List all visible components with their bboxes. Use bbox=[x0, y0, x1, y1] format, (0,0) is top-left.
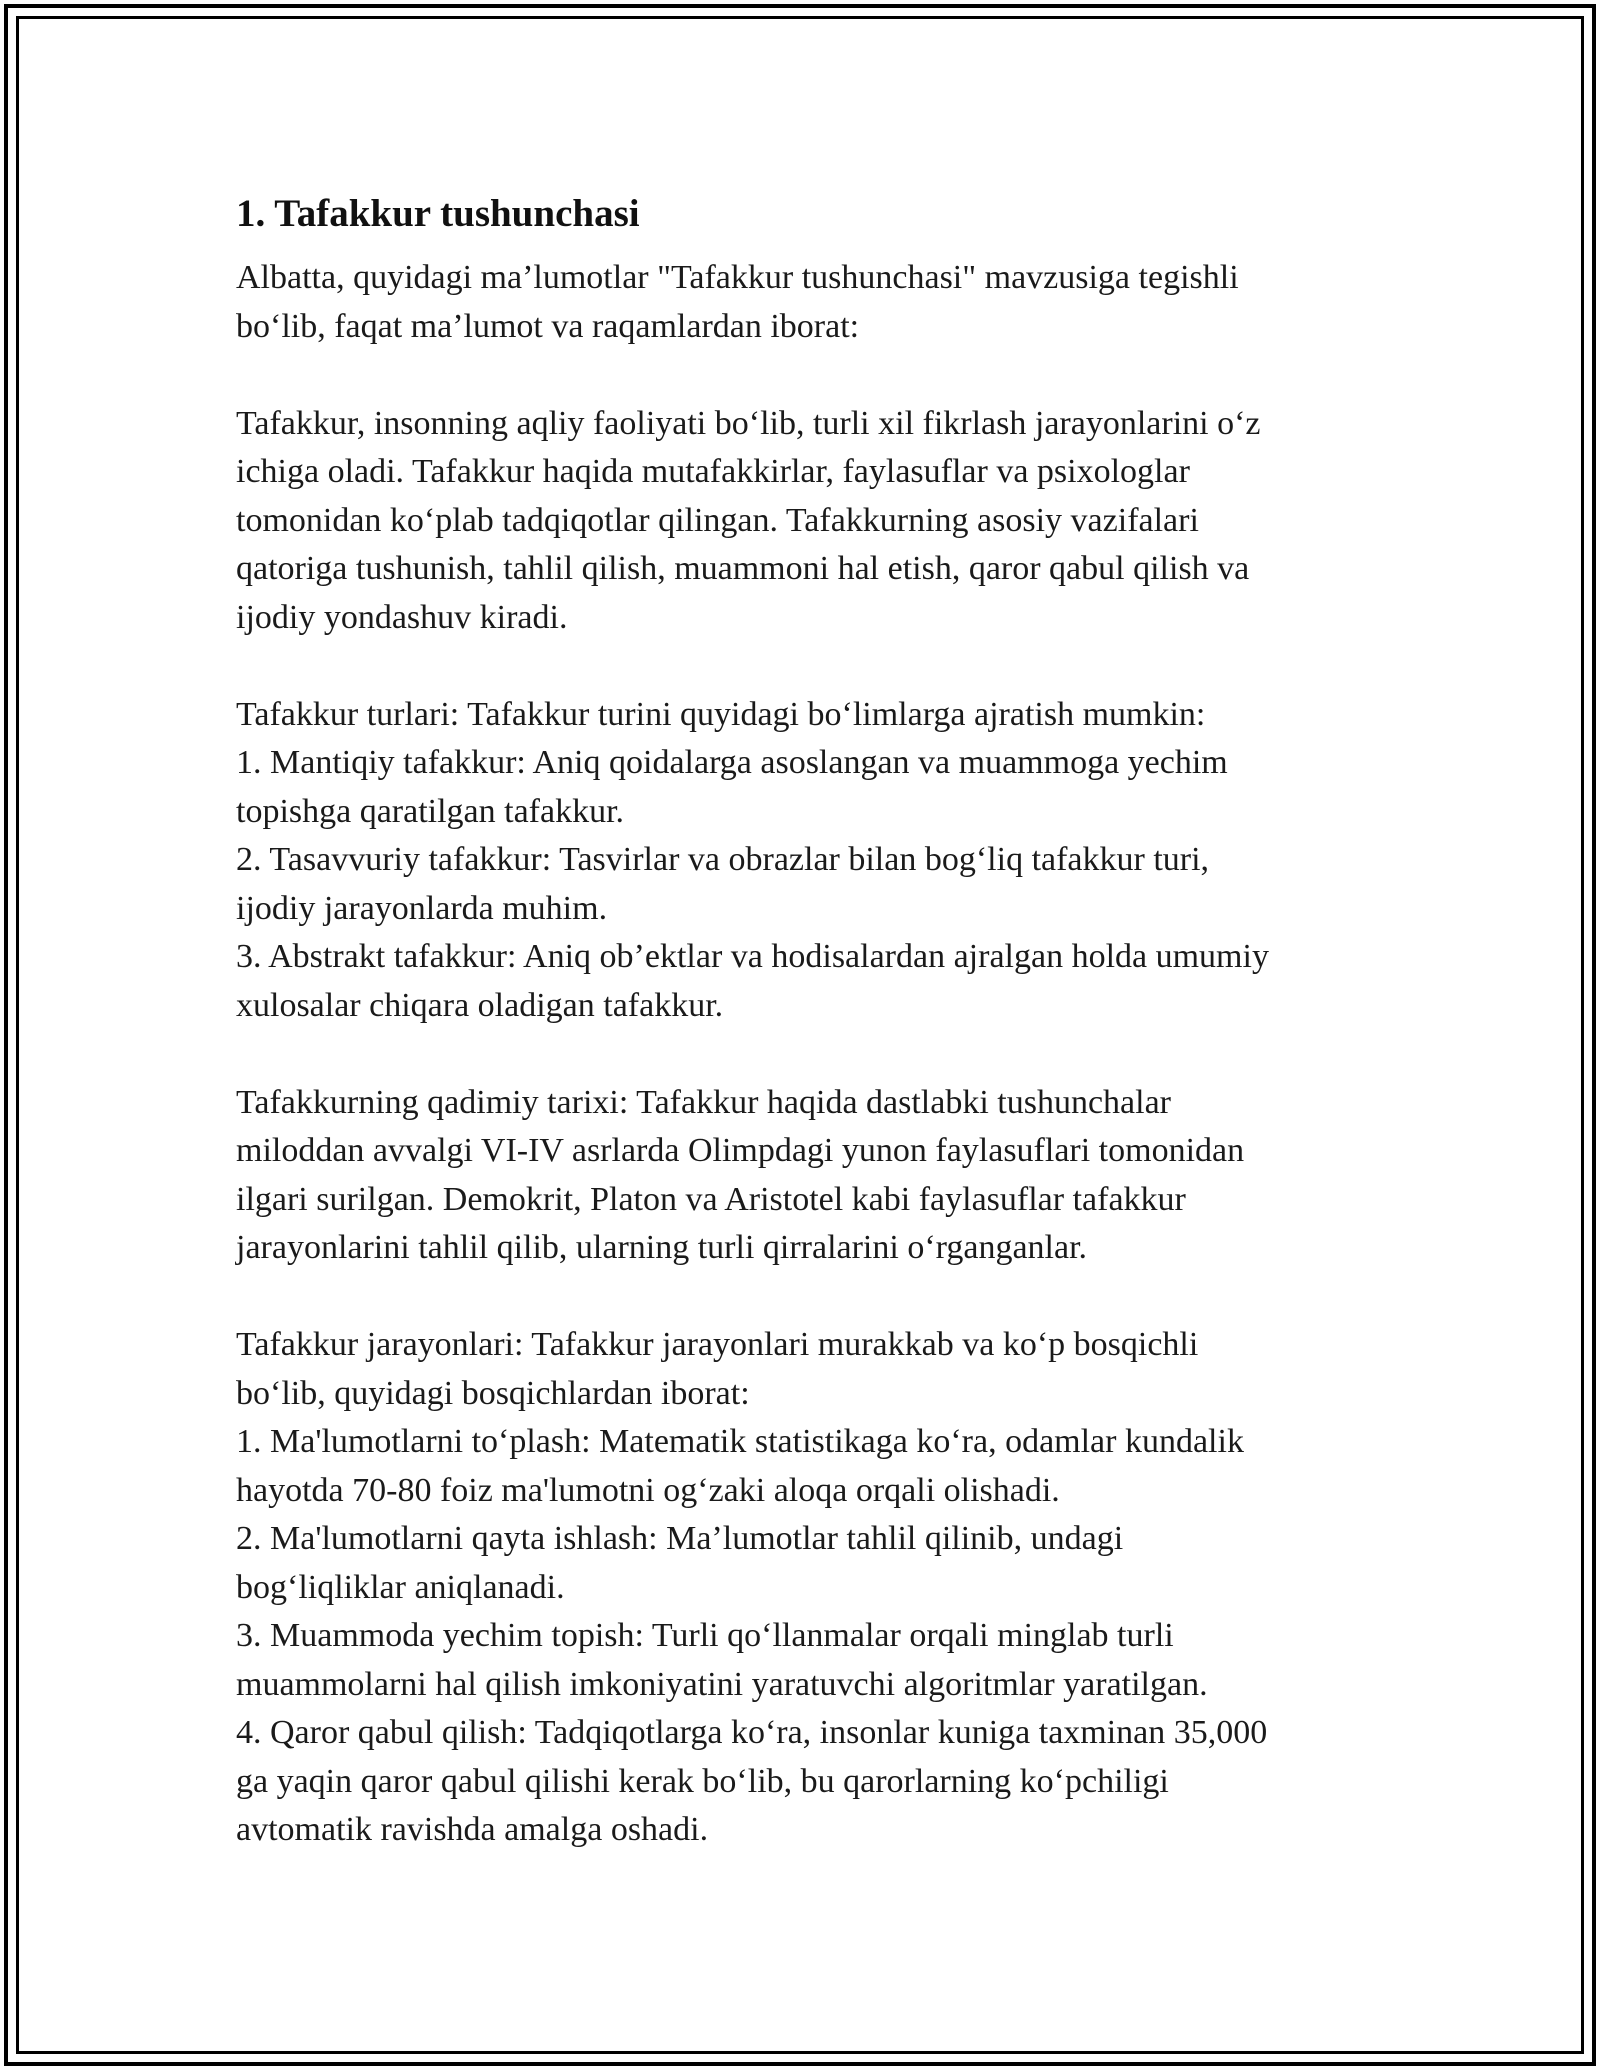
text-line: Tafakkur, insonning aqliy faoliyati bo‘lib, turli xil fikrlash jarayonlarini o‘z bbox=[236, 404, 1261, 442]
list-item: 2. Ma'lumotlarni qayta ishlash: Ma’lumotlar tahlil qilinib, undagi bbox=[236, 1520, 1124, 1557]
text-line: bo‘lib, quyidagi bosqichlardan iborat: bbox=[236, 1374, 750, 1412]
text-line: jarayonlarini tahlil qilib, ularning turli qirralarini o‘rganganlar. bbox=[236, 1229, 1088, 1266]
text-line: topishga qaratilgan tafakkur. bbox=[236, 792, 625, 830]
text-line: Tafakkurning qadimiy tarixi: Tafakkur haqida dastlabki tushunchalar bbox=[236, 1083, 1171, 1121]
text-line: Albatta, quyidagi ma’lumotlar "Tafakkur tushunchasi" mavzusiga tegishli bbox=[236, 259, 1239, 296]
text-line: Tafakkur jarayonlari: Tafakkur jarayonlari murakkab va ko‘p bosqichli bbox=[236, 1326, 1199, 1363]
text-line: ijodiy yondashuv kiradi. bbox=[236, 598, 568, 636]
text-line: miloddan avvalgi VI-IV asrlarda Olimpdagi yunon faylasuflari tomonidan bbox=[236, 1132, 1245, 1169]
paragraph-gap bbox=[236, 642, 1366, 691]
text-line: avtomatik ravishda amalga oshadi. bbox=[236, 1811, 709, 1848]
types-paragraph bbox=[236, 691, 1366, 1031]
intro-paragraph bbox=[236, 254, 1366, 351]
text-line: Tafakkur turlari: Tafakkur turini quyidagi bo‘limlarga ajratish mumkin: bbox=[236, 695, 1206, 733]
text-line: bog‘liqliklar aniqlanadi. bbox=[236, 1568, 565, 1606]
list-item: 1. Mantiqiy tafakkur: Aniq qoidalarga asoslangan va muammoga yechim bbox=[236, 744, 1228, 781]
text-line: ijodiy jarayonlarda muhim. bbox=[236, 889, 608, 927]
text-line: ga yaqin qaror qabul qilishi kerak bo‘lib, bu qarorlarning ko‘pchiligi bbox=[236, 1762, 1169, 1800]
document-body bbox=[236, 188, 1366, 1855]
processes-paragraph bbox=[236, 1321, 1366, 1855]
text-line: qatoriga tushunish, tahlil qilish, muammoni hal etish, qaror qabul qilish va bbox=[236, 550, 1250, 587]
text-line: hayotda 70-80 foiz ma'lumotni og‘zaki aloqa orqali olishadi. bbox=[236, 1471, 1060, 1509]
list-item: 1. Ma'lumotlarni to‘plash: Matematik statistikaga ko‘ra, odamlar kundalik bbox=[236, 1423, 1244, 1460]
list-item: 3. Muammoda yechim topish: Turli qo‘llanmalar orqali minglab turli bbox=[236, 1617, 1174, 1654]
text-line: ichiga oladi. Tafakkur haqida mutafakkirlar, faylasuflar va psixologlar bbox=[236, 453, 1190, 490]
history-paragraph bbox=[236, 1079, 1366, 1273]
text-line: muammolarni hal qilish imkoniyatini yaratuvchi algoritmlar yaratilgan. bbox=[236, 1665, 1208, 1703]
definition-paragraph bbox=[236, 400, 1366, 643]
paragraph-gap bbox=[236, 351, 1366, 400]
text-line: ilgari surilgan. Demokrit, Platon va Aristotel kabi faylasuflar tafakkur bbox=[236, 1180, 1186, 1218]
section-heading: 1. Tafakkur tushunchasi bbox=[236, 192, 640, 235]
list-item: 4. Qaror qabul qilish: Tadqiqotlarga ko‘ra, insonlar kuniga taxminan 35,000 bbox=[236, 1714, 1268, 1751]
text-line: tomonidan ko‘plab tadqiqotlar qilingan. Tafakkurning asosiy vazifalari bbox=[236, 501, 1199, 539]
text-line: bo‘lib, faqat ma’lumot va raqamlardan iborat: bbox=[236, 307, 860, 345]
list-item: 3. Abstrakt tafakkur: Aniq ob’ektlar va hodisalardan ajralgan holda umumiy bbox=[236, 938, 1269, 975]
paragraph-gap bbox=[236, 1273, 1366, 1322]
list-item: 2. Tasavvuriy tafakkur: Tasvirlar va obrazlar bilan bog‘liq tafakkur turi, bbox=[236, 841, 1210, 878]
text-line: xulosalar chiqara oladigan tafakkur. bbox=[236, 986, 724, 1024]
paragraph-gap bbox=[236, 1030, 1366, 1079]
